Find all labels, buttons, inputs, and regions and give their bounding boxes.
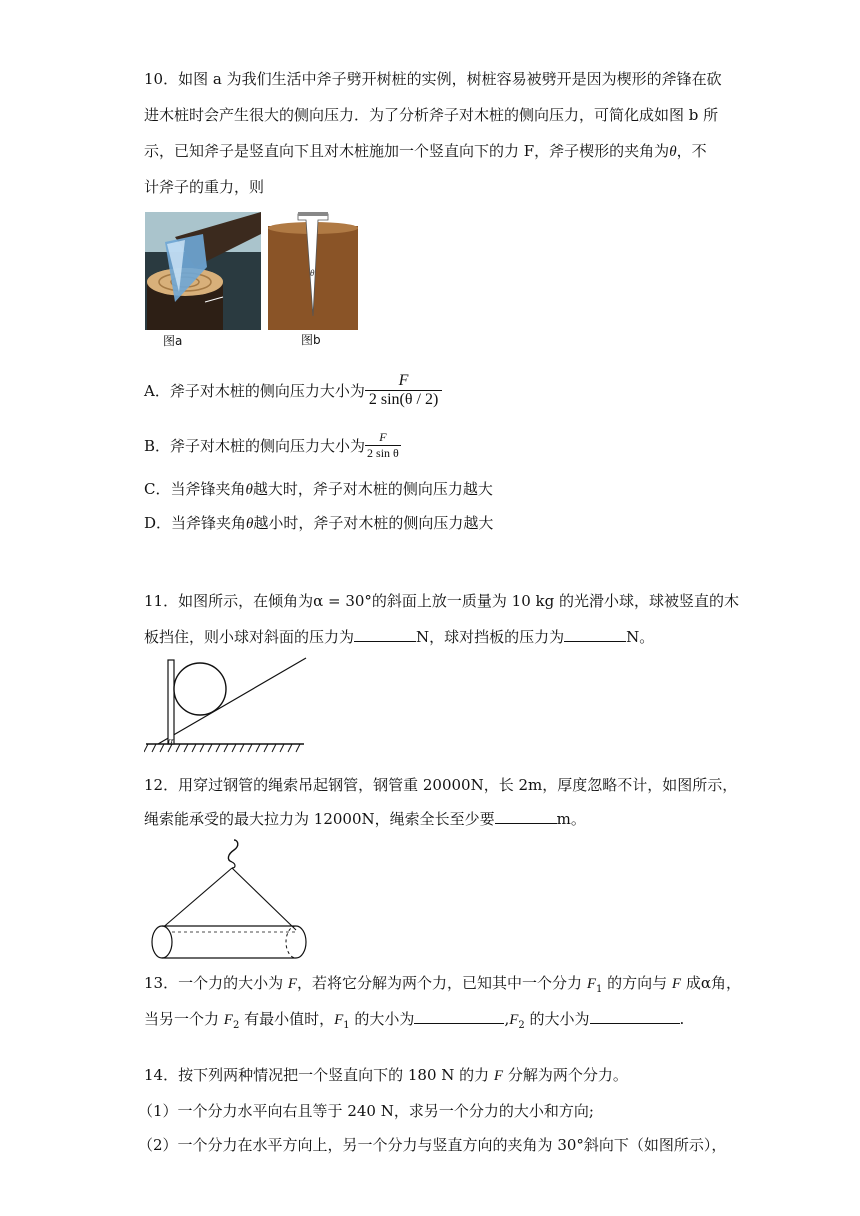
answer-blank[interactable] [564,627,626,642]
q13-line-1 [144,972,741,995]
option-a-text: A．斧子对木桩的侧向压力大小为 [144,382,365,400]
q13-text: 的大小为 [349,1010,415,1028]
q10-line-1: 10．如图 a 为我们生活中斧子劈开树桩的实例，树桩容易被劈开是因为楔形的斧锋在砍 [144,70,722,88]
q10-line-4: 计斧子的重力，则 [144,178,265,196]
answer-blank[interactable] [414,1009,504,1024]
answer-blank[interactable] [495,809,557,824]
option-b-text: B．斧子对木桩的侧向压力大小为 [144,437,366,455]
option-b-fraction [365,430,401,461]
theta-symbol: θ [669,144,677,160]
q13-text: ，若将它分解为两个力，已知其中一个分力 [297,974,587,992]
force-symbol: F [671,976,682,992]
q13-text: 当另一个力 [144,1010,224,1028]
subscript: 2 [518,1020,525,1031]
q12-line-2-text: 绳索能承受的最大拉力为 12000N，绳索全长至少要 [144,810,495,828]
alpha-label: α [168,736,174,747]
q14-text: 14．按下列两种情况把一个竖直向下的 180 N 的力 [144,1066,494,1084]
q13-text: 13．一个力的大小为 [144,974,288,992]
answer-blank[interactable] [354,627,416,642]
q13-text: 成α角， [681,974,741,992]
option-a-numerator: F [398,372,409,389]
force-symbol: F [509,1012,519,1028]
answer-blank[interactable] [590,1009,680,1024]
subscript: 2 [232,1020,240,1031]
q10-line-3-text: 示，已知斧子是竖直向下且对木桩施加一个竖直向下的力 F，斧子楔形的夹角为 [144,142,670,160]
option-c-text: C．当斧锋夹角 [144,480,246,498]
q12-line-2-end: m。 [556,810,586,828]
force-symbol: F [223,1012,233,1028]
option-a-denominator: 2 sin(θ / 2) [365,390,442,409]
option-c [144,478,493,499]
q10-line-2: 进木桩时会产生很大的侧向压力．为了分析斧子对木桩的侧向压力，可简化成如图 b 所 [144,106,719,124]
q14-subquestion-1: （1）一个分力水平向右且等于 240 N，求另一个分力的大小和方向; [138,1102,594,1120]
q14-subquestion-2: （2）一个分力在水平方向上，另一个分力与竖直方向的夹角为 30°斜向下（如图所示）， [138,1136,727,1154]
q12-line-2 [144,808,586,829]
force-symbol: F [334,1012,344,1028]
fig-a-caption: 图a [163,334,183,348]
q11-line-1: 11．如图所示，在倾角为α = 30°的斜面上放一质量为 10 kg 的光滑小球，球被竖直的木 [144,592,739,610]
q13-text: , [504,1010,510,1028]
force-symbol: F [493,1068,504,1084]
pipe-rope-diagram [146,836,312,962]
q14-text: 分解为两个分力。 [503,1066,628,1084]
q13-text: 的方向与 [602,974,672,992]
option-d-text-end: 越小时，斧子对木桩的侧向压力越大 [253,514,494,532]
force-symbol: F [287,976,298,992]
option-a [144,372,442,409]
subscript: 1 [343,1020,350,1031]
q11-line-2-text: 板挡住，则小球对斜面的压力为 [144,628,355,646]
q11-line-2-end: N。 [626,628,655,646]
incline-ball-diagram [144,656,310,756]
q13-line-2 [144,1008,684,1031]
q12-line-1: 12．用穿过钢管的绳索吊起钢管，钢管重 20000N，长 2m，厚度忽略不计，如图所示， [144,776,738,794]
force-symbol: F [586,976,596,992]
wedge-diagram [266,212,360,330]
q11-line-2-mid: N，球对挡板的压力为 [416,628,565,646]
option-d-text: D．当斧锋夹角 [144,514,247,532]
option-b-denominator: 2 sin θ [367,446,399,460]
q13-text: 的大小为 [524,1010,590,1028]
option-a-fraction [365,372,442,409]
option-d [144,512,493,533]
theta-symbol: θ [246,516,254,532]
option-b [144,430,401,461]
svg-text:θ: θ [310,268,315,278]
q14-line-1 [144,1064,628,1085]
axe-stump-photo [145,212,261,330]
q11-line-2 [144,626,654,647]
option-c-text-end: 越大时，斧子对木桩的侧向压力越大 [252,480,493,498]
q13-text: . [679,1010,685,1028]
theta-symbol: θ [245,482,253,498]
fig-b-caption: 图b [301,333,321,347]
q13-text: 有最小值时， [239,1010,335,1028]
q10-line-3 [144,140,707,161]
subscript: 1 [595,984,603,995]
q10-line-3-end: ，不 [676,142,707,160]
option-b-numerator: F [379,430,387,444]
